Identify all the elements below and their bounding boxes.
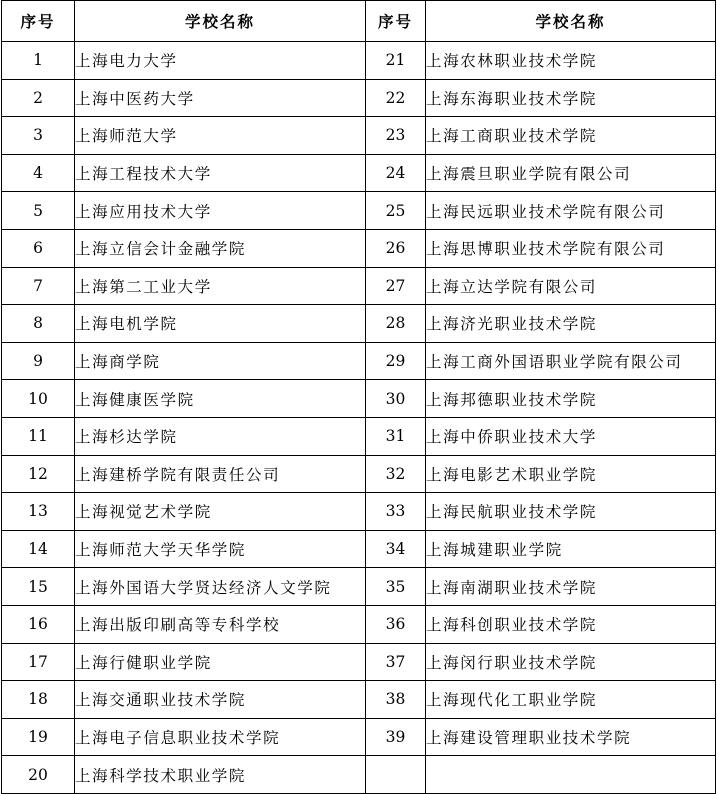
right-index-cell: 36 bbox=[366, 605, 426, 643]
right-index-cell: 38 bbox=[366, 681, 426, 719]
table-row bbox=[2, 756, 716, 794]
right-school-name-cell: 上海电影艺术职业学院 bbox=[426, 455, 716, 493]
table-row bbox=[2, 154, 716, 192]
table-row bbox=[2, 267, 716, 305]
right-school-name-cell: 上海济光职业技术学院 bbox=[426, 305, 716, 343]
right-index-cell: 22 bbox=[366, 79, 426, 117]
right-index-cell: 28 bbox=[366, 305, 426, 343]
right-index-cell: 34 bbox=[366, 530, 426, 568]
left-index-cell: 13 bbox=[2, 493, 75, 531]
left-index-cell: 17 bbox=[2, 643, 75, 681]
table-row bbox=[2, 380, 716, 418]
right-school-name-cell: 上海震旦职业学院有限公司 bbox=[426, 154, 716, 192]
left-index-cell: 3 bbox=[2, 117, 75, 155]
right-school-name-cell: 上海工商外国语职业学院有限公司 bbox=[426, 342, 716, 380]
left-school-name-cell: 上海师范大学天华学院 bbox=[75, 530, 366, 568]
right-school-name-cell: 上海工商职业技术学院 bbox=[426, 117, 716, 155]
table-row bbox=[2, 605, 716, 643]
left-school-name-cell: 上海建桥学院有限责任公司 bbox=[75, 455, 366, 493]
right-index-cell: 26 bbox=[366, 229, 426, 267]
table-row bbox=[2, 229, 716, 267]
schools-table bbox=[1, 0, 716, 794]
table-row bbox=[2, 455, 716, 493]
left-school-name-cell: 上海外国语大学贤达经济人文学院 bbox=[75, 568, 366, 606]
header-name-left: 学校名称 bbox=[75, 1, 366, 42]
left-index-cell: 9 bbox=[2, 342, 75, 380]
left-school-name-cell: 上海电机学院 bbox=[75, 305, 366, 343]
left-school-name-cell: 上海工程技术大学 bbox=[75, 154, 366, 192]
right-school-name-cell: 上海立达学院有限公司 bbox=[426, 267, 716, 305]
right-school-name-cell: 上海建设管理职业技术学院 bbox=[426, 718, 716, 756]
table-row bbox=[2, 42, 716, 80]
left-index-cell: 14 bbox=[2, 530, 75, 568]
right-school-name-cell: 上海农林职业技术学院 bbox=[426, 42, 716, 80]
right-school-name-cell: 上海民航职业技术学院 bbox=[426, 493, 716, 531]
left-school-name-cell: 上海科学技术职业学院 bbox=[75, 756, 366, 794]
table-row bbox=[2, 79, 716, 117]
right-index-cell: 25 bbox=[366, 192, 426, 230]
table-row bbox=[2, 192, 716, 230]
table-row bbox=[2, 530, 716, 568]
left-index-cell: 15 bbox=[2, 568, 75, 606]
left-school-name-cell: 上海交通职业技术学院 bbox=[75, 681, 366, 719]
right-school-name-cell: 上海东海职业技术学院 bbox=[426, 79, 716, 117]
right-index-cell: 37 bbox=[366, 643, 426, 681]
right-index-cell: 27 bbox=[366, 267, 426, 305]
header-name-right: 学校名称 bbox=[426, 1, 716, 42]
left-school-name-cell: 上海应用技术大学 bbox=[75, 192, 366, 230]
right-index-cell: 35 bbox=[366, 568, 426, 606]
right-school-name-cell: 上海科创职业技术学院 bbox=[426, 605, 716, 643]
left-school-name-cell: 上海健康医学院 bbox=[75, 380, 366, 418]
right-index-cell: 21 bbox=[366, 42, 426, 80]
left-school-name-cell: 上海杉达学院 bbox=[75, 417, 366, 455]
right-index-cell: 29 bbox=[366, 342, 426, 380]
table-row bbox=[2, 305, 716, 343]
right-school-name-cell: 上海思博职业技术学院有限公司 bbox=[426, 229, 716, 267]
right-index-cell: 23 bbox=[366, 117, 426, 155]
left-school-name-cell: 上海师范大学 bbox=[75, 117, 366, 155]
left-index-cell: 20 bbox=[2, 756, 75, 794]
right-index-cell: 30 bbox=[366, 380, 426, 418]
table-row bbox=[2, 643, 716, 681]
left-school-name-cell: 上海出版印刷高等专科学校 bbox=[75, 605, 366, 643]
left-school-name-cell: 上海电子信息职业技术学院 bbox=[75, 718, 366, 756]
right-index-cell: 33 bbox=[366, 493, 426, 531]
table-row bbox=[2, 342, 716, 380]
right-index-cell: 39 bbox=[366, 718, 426, 756]
left-index-cell: 2 bbox=[2, 79, 75, 117]
table-body bbox=[2, 42, 716, 794]
table-row bbox=[2, 718, 716, 756]
table-row bbox=[2, 493, 716, 531]
right-school-name-cell: 上海中侨职业技术大学 bbox=[426, 417, 716, 455]
header-row bbox=[2, 1, 716, 42]
left-index-cell: 6 bbox=[2, 229, 75, 267]
right-index-cell: 32 bbox=[366, 455, 426, 493]
left-school-name-cell: 上海立信会计金融学院 bbox=[75, 229, 366, 267]
right-school-name-cell bbox=[426, 756, 716, 794]
table-row bbox=[2, 681, 716, 719]
left-index-cell: 4 bbox=[2, 154, 75, 192]
table-row bbox=[2, 568, 716, 606]
left-index-cell: 10 bbox=[2, 380, 75, 418]
left-index-cell: 16 bbox=[2, 605, 75, 643]
header-index-right: 序号 bbox=[366, 1, 426, 42]
right-school-name-cell: 上海南湖职业技术学院 bbox=[426, 568, 716, 606]
left-school-name-cell: 上海行健职业学院 bbox=[75, 643, 366, 681]
right-school-name-cell: 上海现代化工职业学院 bbox=[426, 681, 716, 719]
left-index-cell: 8 bbox=[2, 305, 75, 343]
left-school-name-cell: 上海第二工业大学 bbox=[75, 267, 366, 305]
table-header bbox=[2, 1, 716, 42]
left-index-cell: 7 bbox=[2, 267, 75, 305]
left-school-name-cell: 上海商学院 bbox=[75, 342, 366, 380]
table-row bbox=[2, 117, 716, 155]
left-index-cell: 11 bbox=[2, 417, 75, 455]
table-row bbox=[2, 417, 716, 455]
right-school-name-cell: 上海闵行职业技术学院 bbox=[426, 643, 716, 681]
left-school-name-cell: 上海电力大学 bbox=[75, 42, 366, 80]
left-index-cell: 5 bbox=[2, 192, 75, 230]
left-index-cell: 19 bbox=[2, 718, 75, 756]
left-index-cell: 12 bbox=[2, 455, 75, 493]
left-index-cell: 18 bbox=[2, 681, 75, 719]
right-index-cell bbox=[366, 756, 426, 794]
right-index-cell: 24 bbox=[366, 154, 426, 192]
header-index-left: 序号 bbox=[2, 1, 75, 42]
right-index-cell: 31 bbox=[366, 417, 426, 455]
right-school-name-cell: 上海邦德职业技术学院 bbox=[426, 380, 716, 418]
right-school-name-cell: 上海民远职业技术学院有限公司 bbox=[426, 192, 716, 230]
left-index-cell: 1 bbox=[2, 42, 75, 80]
left-school-name-cell: 上海视觉艺术学院 bbox=[75, 493, 366, 531]
right-school-name-cell: 上海城建职业学院 bbox=[426, 530, 716, 568]
left-school-name-cell: 上海中医药大学 bbox=[75, 79, 366, 117]
